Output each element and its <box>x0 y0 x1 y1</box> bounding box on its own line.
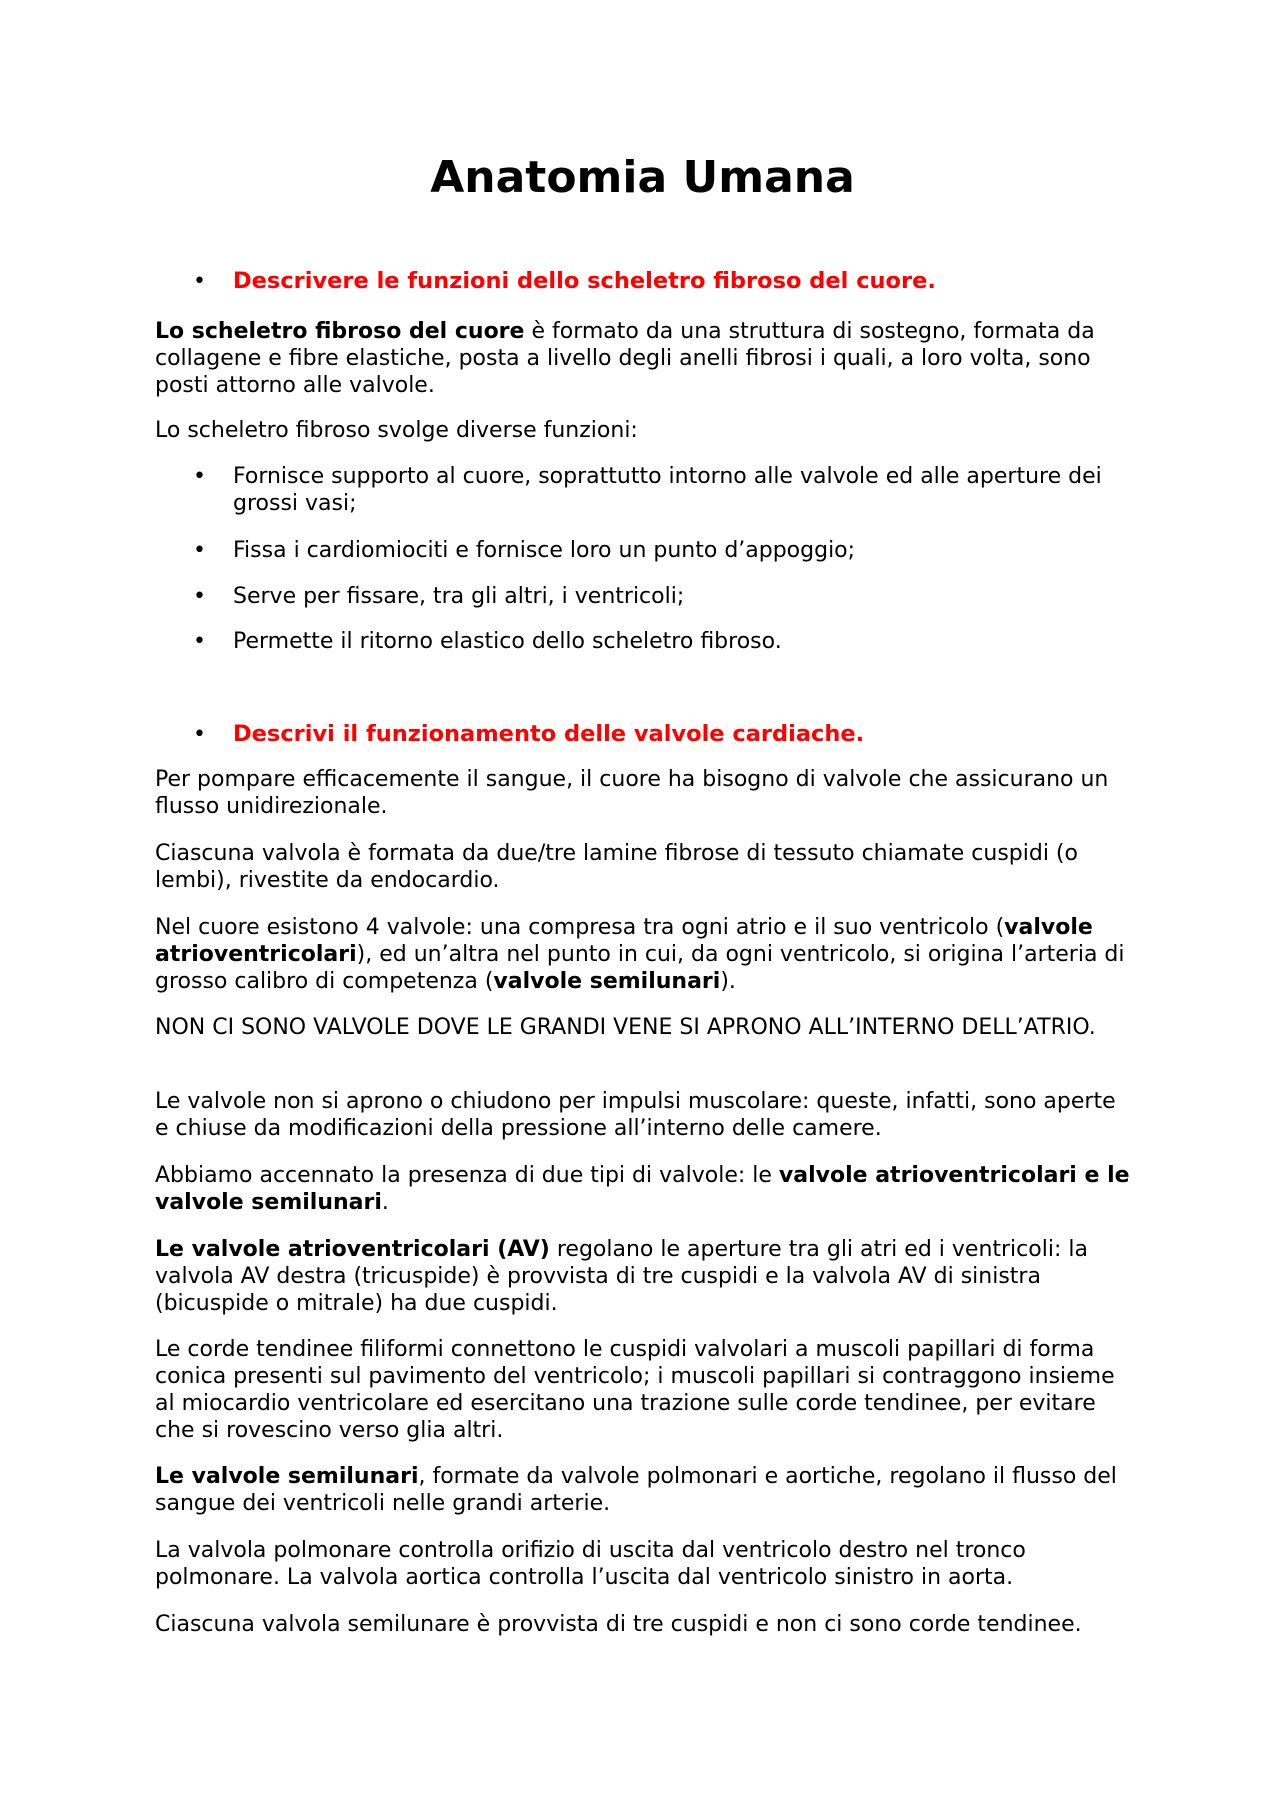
bullet-icon: • <box>193 269 206 294</box>
bullet-icon: • <box>193 538 206 563</box>
paragraph <box>155 1162 1130 1216</box>
paragraph-text: ). <box>720 969 736 994</box>
list-item-text: Fornisce supporto al cuore, soprattutto intorno alle valvole ed alle aperture dei grossi vasi; <box>233 464 1102 516</box>
paragraph-text: regolano le aperture tra gli atri ed i ventricoli: la valvola AV destra (tricuspide) è provvista di tre cuspidi e la valvola AV di sinistra (bicuspide o mitrale) ha due cuspidi. <box>155 1237 1088 1316</box>
bold-term: Lo scheletro fibroso del cuore <box>155 319 525 344</box>
paragraph: Le valvole non si aprono o chiudono per impulsi muscolare: queste, infatti, sono aperte e chiuse da modificazioni della pressione all’interno delle camere. <box>155 1089 1116 1141</box>
heading-text: Descrivere le funzioni dello scheletro fibroso del cuore. <box>233 268 936 294</box>
list-item-text: Fissa i cardiomiociti e fornisce loro un punto d’appoggio; <box>233 538 856 563</box>
paragraph <box>155 914 1130 995</box>
paragraph <box>155 1236 1130 1317</box>
bold-term: valvole atrioventricolari <box>155 915 1093 967</box>
bold-term: Le valvole atrioventricolari (AV) <box>155 1237 550 1262</box>
page-title: Anatomia Umana <box>430 152 855 203</box>
paragraph: La valvola polmonare controlla orifizio di uscita dal ventricolo destro nel tronco polmonare. La valvola aortica controlla l’uscita dal ventricolo sinistro in aorta. <box>155 1538 1026 1590</box>
paragraph-text: Abbiamo accennato la presenza di due tipi di valvole: le <box>155 1163 779 1188</box>
bullet-icon: • <box>193 722 206 747</box>
paragraph <box>155 318 1130 399</box>
paragraph-text: . <box>381 1190 389 1215</box>
paragraph-text: è formato da una struttura di sostegno, formata da collagene e fibre elastiche, posta a livello degli anelli fibrosi i quali, a loro volta, sono posti attorno alle valvole. <box>155 319 1095 398</box>
list-item-text: Serve per fissare, tra gli altri, i ventricoli; <box>233 584 685 609</box>
paragraph: NON CI SONO VALVOLE DOVE LE GRANDI VENE SI APRONO ALL’INTERNO DELL’ATRIO. <box>155 1015 1096 1040</box>
bold-term: valvole atrioventricolari e le valvole semilunari <box>155 1163 1130 1215</box>
paragraph: Ciascuna valvola semilunare è provvista di tre cuspidi e non ci sono corde tendinee. <box>155 1612 1082 1637</box>
paragraph-text: , formate da valvole polmonari e aortiche, regolano il flusso del sangue dei ventricoli nelle grandi arterie. <box>155 1464 1117 1516</box>
paragraph: Lo scheletro fibroso svolge diverse funzioni: <box>155 418 638 443</box>
paragraph: Le corde tendinee filiformi connettono le cuspidi valvolari a muscoli papillari di forma conica presenti sul pavimento del ventricolo; i muscoli papillari si contraggono insieme al miocardio ventricolare ed esercitano una trazione sulle corde tendinee, per evitare che si rovescino verso glia altri. <box>155 1337 1115 1443</box>
paragraph-text: Nel cuore esistono 4 valvole: una compresa tra ogni atrio e il suo ventricolo ( <box>155 915 1005 940</box>
list-item-text: Permette il ritorno elastico dello scheletro fibroso. <box>233 629 782 654</box>
bullet-icon: • <box>193 629 206 654</box>
paragraph <box>155 1463 1130 1517</box>
paragraph: Ciascuna valvola è formata da due/tre lamine fibrose di tessuto chiamate cuspidi (o lembi), rivestite da endocardio. <box>155 841 1078 893</box>
bold-term: valvole semilunari <box>493 969 721 994</box>
paragraph: Per pompare efficacemente il sangue, il cuore ha bisogno di valvole che assicurano un flusso unidirezionale. <box>155 767 1109 819</box>
bullet-icon: • <box>193 584 206 609</box>
bold-term: Le valvole semilunari <box>155 1464 419 1489</box>
paragraph-text: ), ed un’altra nel punto in cui, da ogni ventricolo, si origina l’arteria di grosso calibro di competenza ( <box>155 942 1125 994</box>
bullet-icon: • <box>193 464 206 489</box>
heading-text: Descrivi il funzionamento delle valvole cardiache. <box>233 721 865 747</box>
